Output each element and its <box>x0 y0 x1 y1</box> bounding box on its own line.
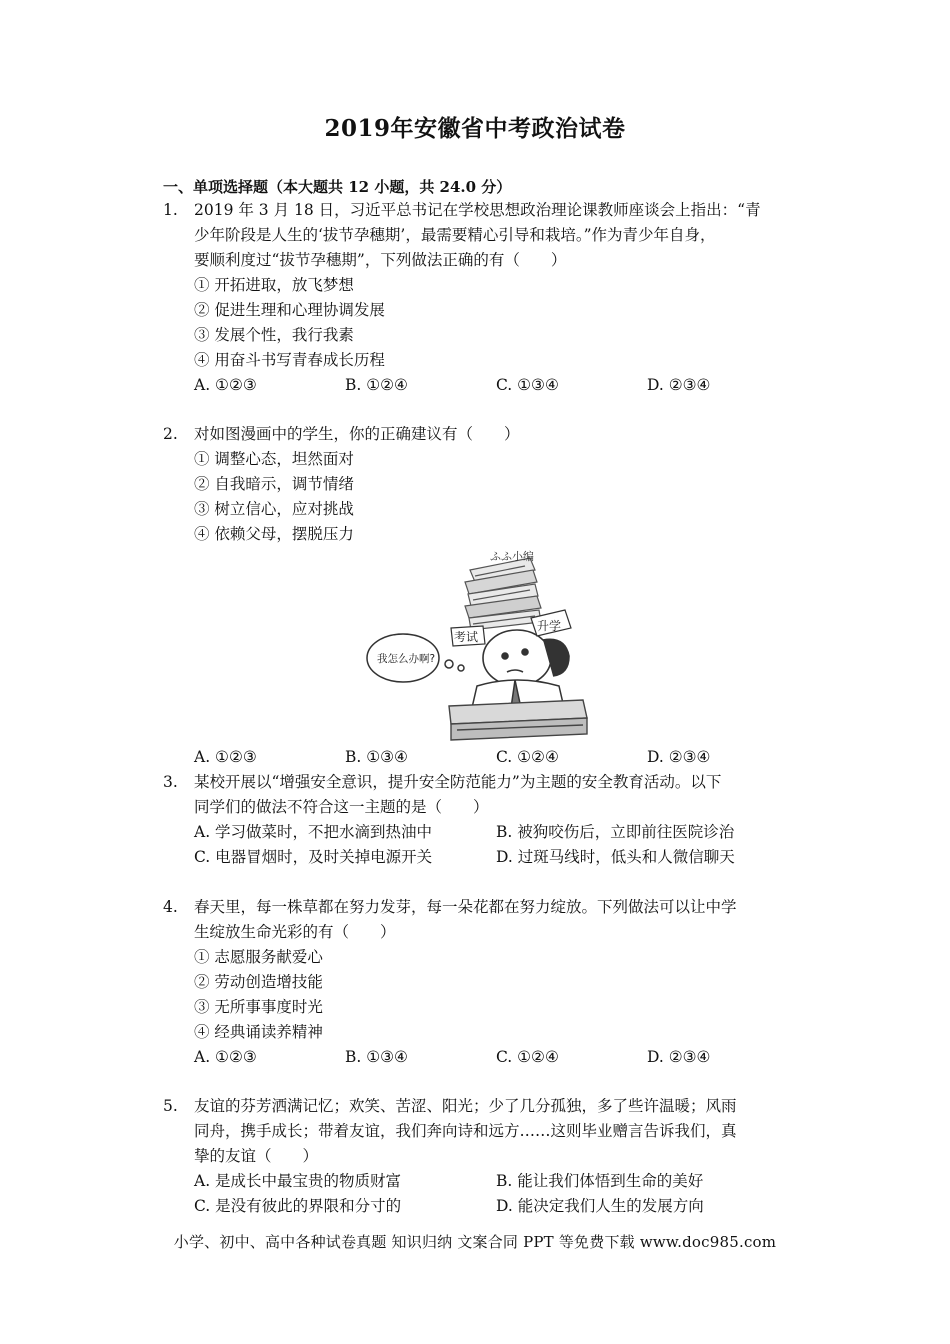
question-3 <box>163 770 803 870</box>
question-text-line: 生绽放生命光彩的有（ ） <box>194 923 396 941</box>
question-2-options <box>163 745 803 770</box>
question-text-line: 对如图漫画中的学生，你的正确建议有（ ） <box>194 425 520 443</box>
option-b: B. 被狗咬伤后，立即前往医院诊治 <box>496 823 735 841</box>
option-c: C. 电器冒烟时，及时关掉电源开关 <box>194 848 433 866</box>
option-d: D. ②③④ <box>647 748 711 766</box>
statement-item: ③ 无所事事度时光 <box>194 998 323 1016</box>
question-text-line: 2019 年 3 月 18 日，习近平总书记在学校思想政治理论课教师座谈会上指出：“青 <box>194 201 761 219</box>
student-head <box>483 630 569 686</box>
answer-options <box>194 1045 803 1070</box>
question-text-line: 春天里，每一株草都在努力发芽，每一朵花都在努力绽放。下列做法可以让中学 <box>194 898 737 916</box>
book-stack <box>465 558 541 630</box>
question-4 <box>163 895 803 1070</box>
question-text-line: 某校开展以“增强安全意识，提升安全防范能力”为主题的安全教育活动。以下 <box>194 773 722 791</box>
answer-options <box>194 373 803 398</box>
statement-item: ④ 经典诵读养精神 <box>194 1023 323 1041</box>
question-number: 5. <box>163 1097 178 1115</box>
option-b: B. ①③④ <box>345 748 408 766</box>
option-d: D. 能决定我们人生的发展方向 <box>496 1197 704 1215</box>
statement-item: ① 开拓进取，放飞梦想 <box>194 276 354 294</box>
answer-options <box>194 745 803 770</box>
cartoon-illustration <box>365 540 590 745</box>
statement-item: ① 志愿服务献爱心 <box>194 948 323 966</box>
statement-item: ② 促进生理和心理协调发展 <box>194 301 385 319</box>
question-1 <box>163 198 803 398</box>
option-d: D. ②③④ <box>647 376 711 394</box>
answer-options <box>194 820 803 845</box>
statement-item: ② 自我暗示，调节情绪 <box>194 475 354 493</box>
option-c: C. ①②④ <box>496 1048 559 1066</box>
speech-text: 我怎么办啊? <box>377 653 436 665</box>
answer-options <box>194 1194 803 1219</box>
question-number: 3. <box>163 773 178 791</box>
question-text-line: 挚的友谊（ ） <box>194 1147 319 1165</box>
option-a: A. ①②③ <box>194 748 257 766</box>
option-b: B. ①②④ <box>345 376 408 394</box>
statement-item: ① 调整心态，坦然面对 <box>194 450 354 468</box>
question-5 <box>163 1094 803 1219</box>
option-a: A. 是成长中最宝贵的物质财富 <box>194 1172 402 1190</box>
question-text-line: 同舟，携手成长；带着友谊，我们奔向诗和远方……这则毕业赠言告诉我们，真 <box>194 1122 737 1140</box>
question-text-line: 友谊的芬芳洒满记忆；欢笑、苦涩、阳光；少了几分孤独，多了些许温暖；风雨 <box>194 1097 737 1115</box>
school-tag-label: 升学 <box>537 619 562 633</box>
question-text-line: 要顺利度过“拔节孕穗期”，下列做法正确的有（ ） <box>194 251 567 269</box>
option-c: C. ①②④ <box>496 748 559 766</box>
question-text-line: 少年阶段是人生的‘拔节孕穗期’，最需要精心引导和栽培。”作为青少年自身， <box>194 226 716 244</box>
option-b: B. ①③④ <box>345 1048 408 1066</box>
option-a: A. 学习做菜时，不把水滴到热油中 <box>194 823 433 841</box>
option-c: C. ①③④ <box>496 376 559 394</box>
section-heading: 一、单项选择题（本大题共 12 小题，共 24.0 分） <box>163 178 512 196</box>
statement-item: ③ 树立信心，应对挑战 <box>194 500 354 518</box>
answer-options <box>194 1169 803 1194</box>
option-d: D. ②③④ <box>647 1048 711 1066</box>
statement-item: ④ 用奋斗书写青春成长历程 <box>194 351 385 369</box>
statement-item: ④ 依赖父母，摆脱压力 <box>194 525 354 543</box>
option-d: D. 过斑马线时，低头和人微信聊天 <box>496 848 735 866</box>
option-c: C. 是没有彼此的界限和分寸的 <box>194 1197 402 1215</box>
question-number: 1. <box>163 201 178 219</box>
question-number: 2. <box>163 425 178 443</box>
book-top-tag: ふふ小编 <box>490 550 534 563</box>
answer-options <box>194 845 803 870</box>
question-2 <box>163 422 803 547</box>
option-a: A. ①②③ <box>194 376 257 394</box>
question-number: 4. <box>163 898 178 916</box>
option-a: A. ①②③ <box>194 1048 257 1066</box>
desk <box>449 700 587 740</box>
statement-item: ② 劳动创造增技能 <box>194 973 323 991</box>
page-footer: 小学、初中、高中各种试卷真题 知识归纳 文案合同 PPT 等免费下载 www.doc985.com <box>173 1233 777 1251</box>
question-text-line: 同学们的做法不符合这一主题的是（ ） <box>194 798 489 816</box>
option-b: B. 能让我们体悟到生命的美好 <box>496 1172 704 1190</box>
statement-item: ③ 发展个性，我行我素 <box>194 326 354 344</box>
exam-tag-label: 考试 <box>454 630 479 644</box>
page-title: 2019年安徽省中考政治试卷 <box>324 115 626 142</box>
